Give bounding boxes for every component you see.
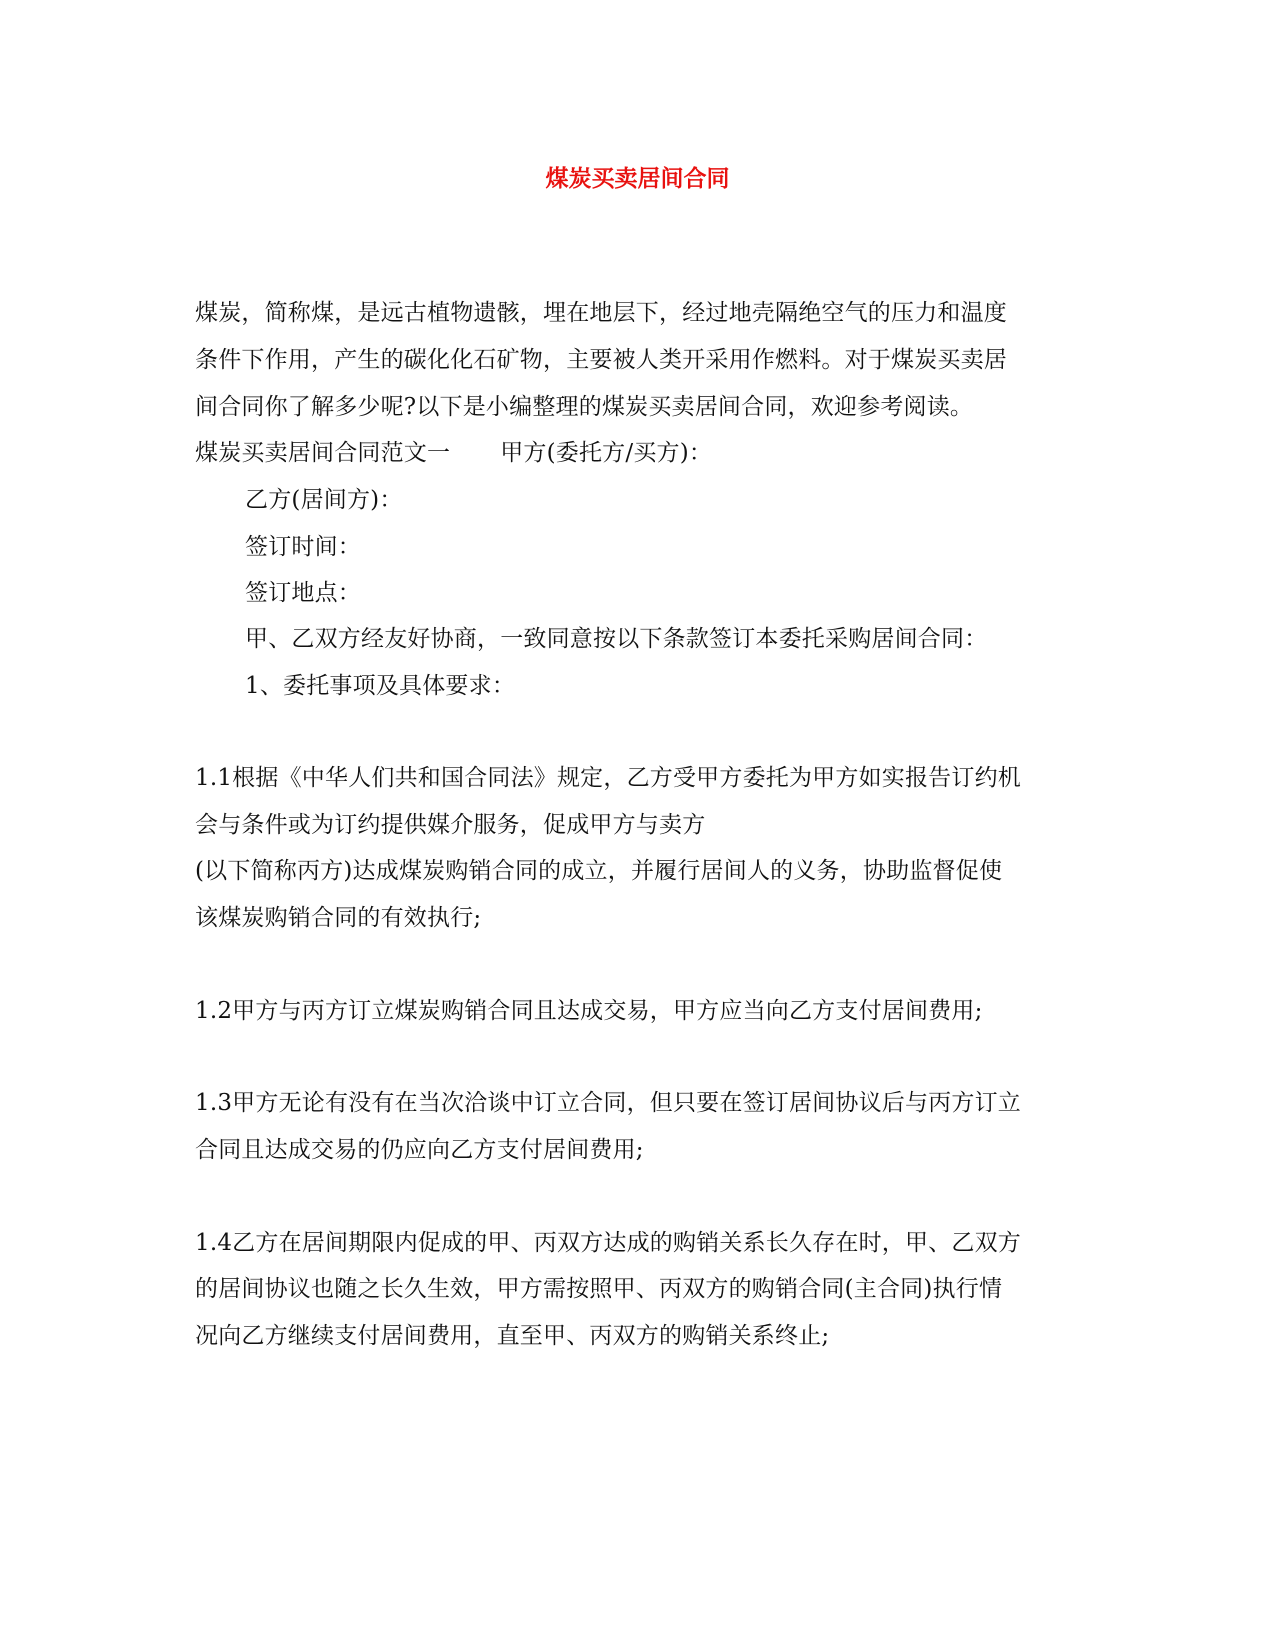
intro-line: 煤炭，简称煤，是远古植物遗骸，埋在地层下，经过地壳隔绝空气的压力和温度 [195, 300, 1007, 326]
clause-1-1-line: 会与条件或为订约提供媒介服务，促成甲方与卖方 [195, 812, 706, 838]
sample-heading: 煤炭买卖居间合同范文一 [195, 440, 451, 466]
clause-1-1-line: 1.1根据《中华人们共和国合同法》规定，乙方受甲方委托为甲方如实报告订约机 [195, 765, 1021, 791]
sample-heading-row [195, 438, 712, 468]
clause-1-1-line: 该煤炭购销合同的有效执行; [195, 905, 482, 931]
clause-1-4-line: 1.4乙方在居间期限内促成的甲、丙双方达成的购销关系长久存在时，甲、乙双方 [195, 1230, 1021, 1256]
agreement-statement: 甲、乙双方经友好协商，一致同意按以下条款签订本委托采购居间合同： [245, 626, 988, 652]
clause-1-3-line: 1.3甲方无论有没有在当次洽谈中订立合同，但只要在签订居间协议后与丙方订立 [195, 1090, 1021, 1116]
intro-line: 条件下作用，产生的碳化化石矿物，主要被人类开采用作燃料。对于煤炭买卖居 [195, 347, 1007, 373]
section-heading: 1、委托事项及具体要求： [245, 673, 516, 699]
party-b-label: 乙方(居间方)： [245, 487, 403, 513]
intro-line: 间合同你了解多少呢?以下是小编整理的煤炭买卖居间合同，欢迎参考阅读。 [195, 394, 974, 420]
clause-1-3-line: 合同且达成交易的仍应向乙方支付居间费用; [195, 1137, 644, 1163]
clause-1-4-line: 况向乙方继续支付居间费用，直至甲、丙双方的购销关系终止; [195, 1323, 830, 1349]
document-title: 煤炭买卖居间合同 [545, 166, 730, 192]
clause-1-1-line: (以下简称丙方)达成煤炭购销合同的成立，并履行居间人的义务，协助监督促使 [195, 858, 1003, 884]
clause-1-2-line: 1.2甲方与丙方订立煤炭购销合同且达成交易，甲方应当向乙方支付居间费用; [195, 998, 983, 1024]
clause-1-4-line: 的居间协议也随之长久生效，甲方需按照甲、丙双方的购销合同(主合同)执行情 [195, 1276, 1003, 1302]
sign-time-label: 签订时间： [245, 534, 361, 560]
party-a-label: 甲方(委托方/买方)： [500, 440, 713, 466]
sign-place-label: 签订地点： [245, 580, 361, 606]
